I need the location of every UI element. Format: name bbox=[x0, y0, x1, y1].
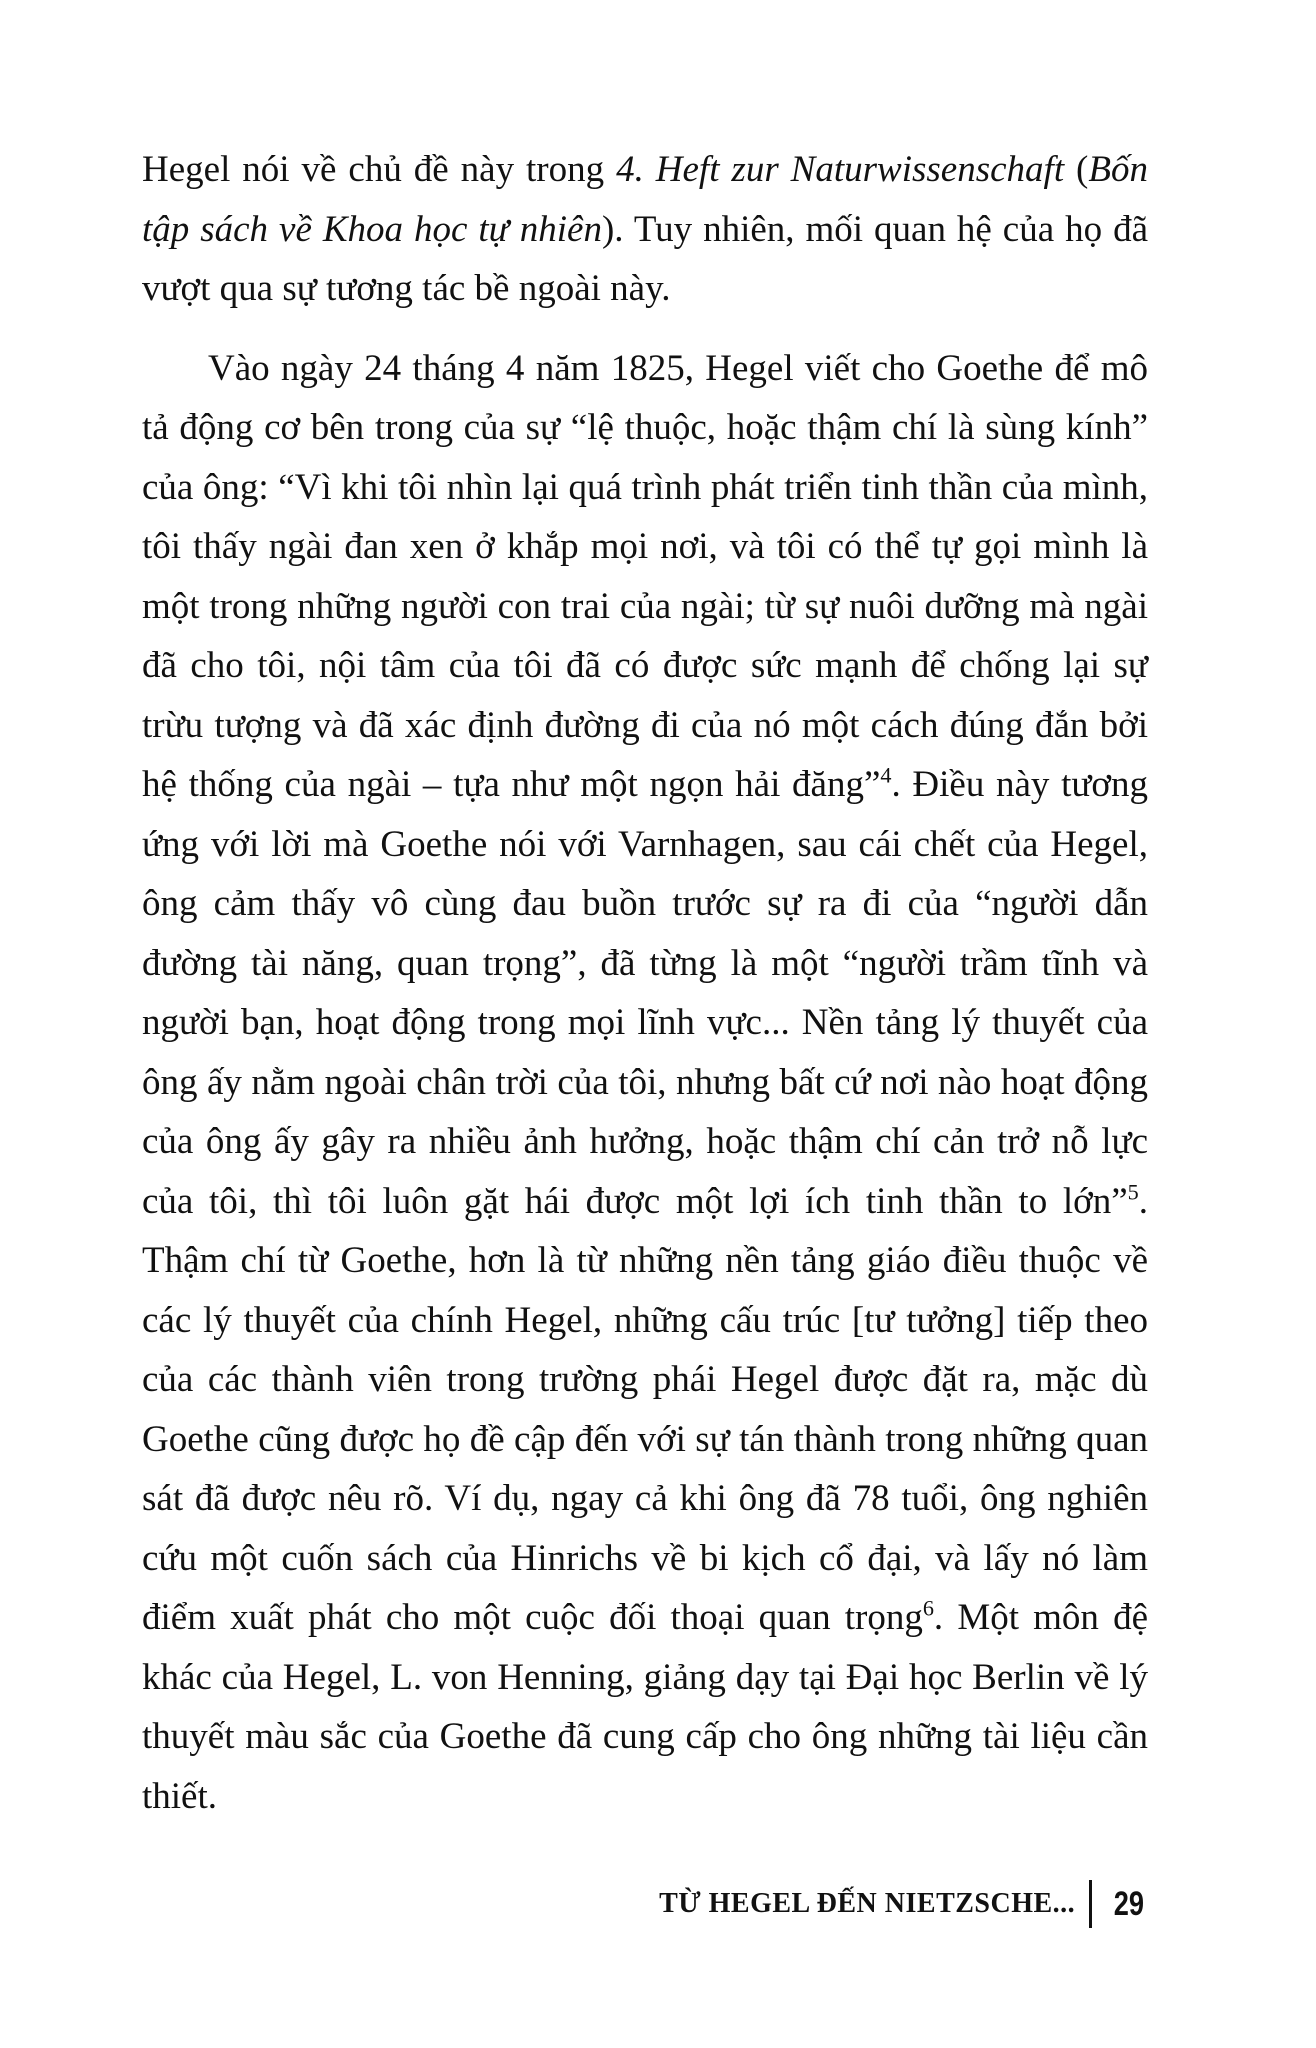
footnote-ref-6: 6 bbox=[922, 1595, 934, 1621]
running-title: TỪ HEGEL ĐẾN NIETZSCHE... bbox=[659, 1888, 1076, 1919]
paragraph-2-segment-5: . Thậm chí từ Goethe, hơn là từ những nền tảng giáo điều thuộc về các lý thuyết của chính Hegel, những cấu trúc [tư tưởng] tiếp theo của các thành viên trong trường phái Hegel được đặt ra, mặc dù Goethe cũng được họ đề cập đến với sự tán thành trong những quan sát đã được nêu rõ. Ví dụ, ngay cả khi ông đã 78 tuổi, ông nghiên cứu một cuốn sách của Hinrichs về bi kịch cổ đại, và lấy nó làm điểm xuất phát cho một cuộc đối thoại quan trọng bbox=[142, 1180, 1148, 1638]
footer-divider bbox=[1089, 1880, 1092, 1928]
paragraph-2-segment-3: . Điều này tương ứng với lời mà Goethe nói với Varnhagen, sau cái chết của Hegel, ông cảm thấy vô cùng đau buồn trước sự ra đi của “người dẫn đường tài năng, quan trọng”, đã từng là một “người trầm tĩnh và người bạn, hoạt động trong mọi lĩnh vực... Nền tảng lý thuyết của ông ấy nằm ngoài chân trời của tôi, nhưng bất cứ nơi nào hoạt động của ông ấy gây ra nhiều ảnh hưởng, hoặc thậm chí cản trở nỗ lực của tôi, thì tôi luôn gặt hái được một lợi ích tinh thần to lớn” bbox=[142, 764, 1148, 1222]
footnote-ref-4: 4 bbox=[880, 762, 892, 788]
book-title-german: 4. Heft zur Naturwissenschaft bbox=[616, 149, 1065, 190]
page-number: 29 bbox=[1113, 1884, 1145, 1923]
paragraph-1-segment-5: ). Tuy nhiên, mối quan hệ của họ đã vượt qua sự tương tác bề ngoài này. bbox=[142, 208, 1148, 309]
paragraph-2-segment-7: . Một môn đệ khác của Hegel, L. von Henning, giảng dạy tại Đại học Berlin về lý thuyết màu sắc của Goethe đã cung cấp cho ông những tài liệu cần thiết. bbox=[142, 1597, 1148, 1817]
footnote-ref-5: 5 bbox=[1127, 1179, 1139, 1205]
paragraph-1 bbox=[142, 140, 1148, 319]
page-footer bbox=[659, 1880, 1148, 1928]
paragraph-1-segment-1: Hegel nói về chủ đề này trong bbox=[142, 149, 617, 190]
paragraph-2 bbox=[142, 339, 1148, 1827]
book-title-vietnamese: Bốn tập sách về Khoa học tự nhiên bbox=[142, 149, 1148, 250]
paragraph-1-segment-3: ( bbox=[1064, 149, 1089, 190]
page-body bbox=[142, 140, 1148, 1826]
paragraph-2-segment-1: Vào ngày 24 tháng 4 năm 1825, Hegel viết cho Goethe để mô tả động cơ bên trong của sự “lệ thuộc, hoặc thậm chí là sùng kính” của ông: “Vì khi tôi nhìn lại quá trình phát triển tinh thần của mình, tôi thấy ngài đan xen ở khắp mọi nơi, và tôi có thể tự gọi mình là một trong những người con trai của ngài; từ sự nuôi dưỡng mà ngài đã cho tôi, nội tâm của tôi đã có được sức mạnh để chống lại sự trừu tượng và đã xác định đường đi của nó một cách đúng đắn bởi hệ thống của ngài – tựa như một ngọn hải đăng” bbox=[142, 347, 1148, 805]
